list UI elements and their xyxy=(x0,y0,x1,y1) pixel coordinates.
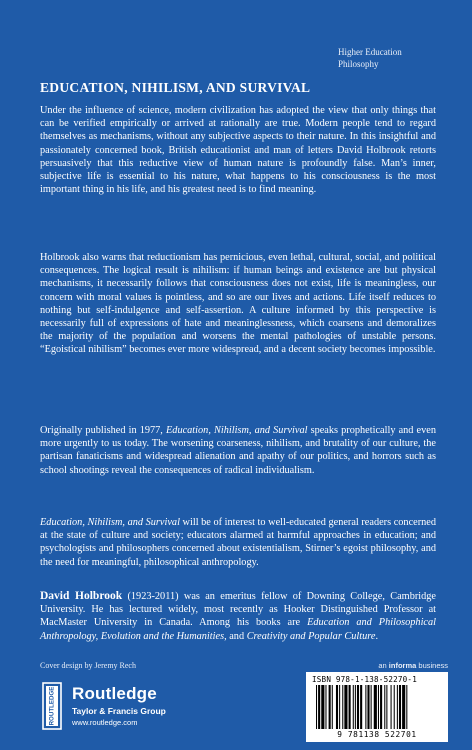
barcode-bar xyxy=(402,685,405,729)
barcode-bar xyxy=(371,685,372,729)
routledge-spine-text: ROUTLEDGE xyxy=(48,686,56,726)
publisher-url: www.routledge.com xyxy=(72,718,138,727)
p4-text: will be of interest to well-educated general readers concerned at the state of culture and society; educators alarmed at harmful approaches in education; and psychologists and philosophers concerned about existentialism, Stirner’s egoist philosophy, and the need for meaningful, philosophical anthropology. xyxy=(40,517,437,568)
author-bio-mid: , and xyxy=(224,630,247,642)
p4-book-title: Education, Nihilism, and Survival xyxy=(40,517,180,528)
blurb-paragraph-2: Holbrook also warns that reductionism has pernicious, even lethal, cultural, social, and political consequences. The logical result is nihilism: if human beings and existence are but physical mechanisms, it necessarily follows that consciousness does not exist, life is meaningless, our concern with moral values is pointless, and so are our lives and actions. Life itself reduces to nothing but self-indulgence and self-assertion. A culture informed by this perspective is necessarily full of expressions of hate and meaninglessness, which coarsens and demoralizes the majority of the population and worsens the mental pathologies of unstable persons. “Egoistical nihilism” becomes ever more widespread, and a decent society becomes impossible. xyxy=(40,252,436,356)
category-line-1: Higher Education xyxy=(338,47,402,57)
barcode-bar xyxy=(318,685,320,729)
barcode-bar xyxy=(394,685,395,729)
barcode-bar xyxy=(391,685,392,729)
barcode-bar xyxy=(329,685,331,729)
barcode-bar xyxy=(336,685,338,729)
barcode-bar xyxy=(399,685,401,729)
barcode-panel xyxy=(306,672,448,742)
publisher-name: Routledge xyxy=(72,684,157,703)
isbn-label: ISBN 978-1-138-52270-1 xyxy=(312,675,417,684)
barcode-digits: 9 781138 522701 xyxy=(337,730,417,739)
blurb-paragraph-4 xyxy=(40,516,436,569)
author-book-2: Creativity and Popular Culture xyxy=(246,630,376,642)
barcode-bar xyxy=(406,685,407,729)
barcode-bar xyxy=(365,685,366,729)
barcode-bar xyxy=(357,685,359,729)
category-line-2: Philosophy xyxy=(338,59,379,69)
barcode-icon xyxy=(316,685,440,729)
barcode-bar xyxy=(360,685,362,729)
informa-business-tag xyxy=(378,661,448,670)
author-bio-end: . xyxy=(375,630,379,642)
routledge-logo xyxy=(42,682,202,732)
informa-suffix: business xyxy=(416,661,448,670)
routledge-spine-icon xyxy=(42,682,62,730)
author-bio-text: (1923-2011) was an emeritus fellow of Downing College, Cambridge University. He has lectured widely, most recently as Hooker Distinguished Professor at MacMaster University in Canada. Among his books are xyxy=(40,591,436,629)
author-name: David Holbrook xyxy=(40,590,123,602)
barcode-bar xyxy=(353,685,354,729)
barcode-bar xyxy=(386,685,387,729)
informa-prefix: an xyxy=(378,661,389,670)
barcode-bar xyxy=(325,685,326,729)
p3-text-end: speaks prophetically and even more urgently to us today. The worsening coarseness, nihilism, and brutality of our culture, the partisan fanaticisms and widespread alienation and apathy of our politics, and horrors such as school shootings reveal the consequences of radical individualism. xyxy=(40,425,436,476)
book-title: EDUCATION, NIHILISM, AND SURVIVAL xyxy=(40,80,311,95)
barcode-bar xyxy=(321,685,324,729)
publisher-group: Taylor & Francis Group xyxy=(72,706,166,716)
p3-text-start: Originally published in 1977, xyxy=(40,425,166,436)
subject-category xyxy=(338,46,448,70)
barcode-bar xyxy=(355,685,356,729)
cover-design-credit: Cover design by Jeremy Rech xyxy=(40,661,136,670)
barcode-bar xyxy=(316,685,317,729)
blurb-paragraph-1: Under the influence of science, modern civilization has adopted the view that only things that can be verified empirically or arrived at rationally are true. Modern people tend to regard themselves as mechanisms, without any subjective aspects to their nature. In this insightful and passionately concerned book, British educationist and man of letters David Holbrook retorts persuasively that this reductive view of human nature is profoundly false. Man’s inner, subjective life is essential to his nature, what happens to his consciousness is the most important thing in his life, and his greatest need is to find meaning. xyxy=(40,105,436,196)
blurb-paragraph-3 xyxy=(40,424,436,477)
barcode-bar xyxy=(397,685,398,729)
author-bio xyxy=(40,590,436,643)
barcode-bar xyxy=(342,685,343,729)
barcode-bar xyxy=(349,685,351,729)
barcode-bar xyxy=(344,685,347,729)
barcode-bar xyxy=(378,685,379,729)
barcode-bar xyxy=(367,685,369,729)
barcode-bar xyxy=(332,685,333,729)
barcode-bar xyxy=(380,685,382,729)
p3-book-title: Education, Nihilism, and Survival xyxy=(166,425,308,436)
informa-brand: informa xyxy=(388,661,417,670)
barcode-bar xyxy=(339,685,340,729)
barcode-bar xyxy=(384,685,385,729)
author-book-1: Education and Philosophical Anthropology, Evolution and the Humanities xyxy=(40,617,437,642)
barcode-bar xyxy=(374,685,377,729)
